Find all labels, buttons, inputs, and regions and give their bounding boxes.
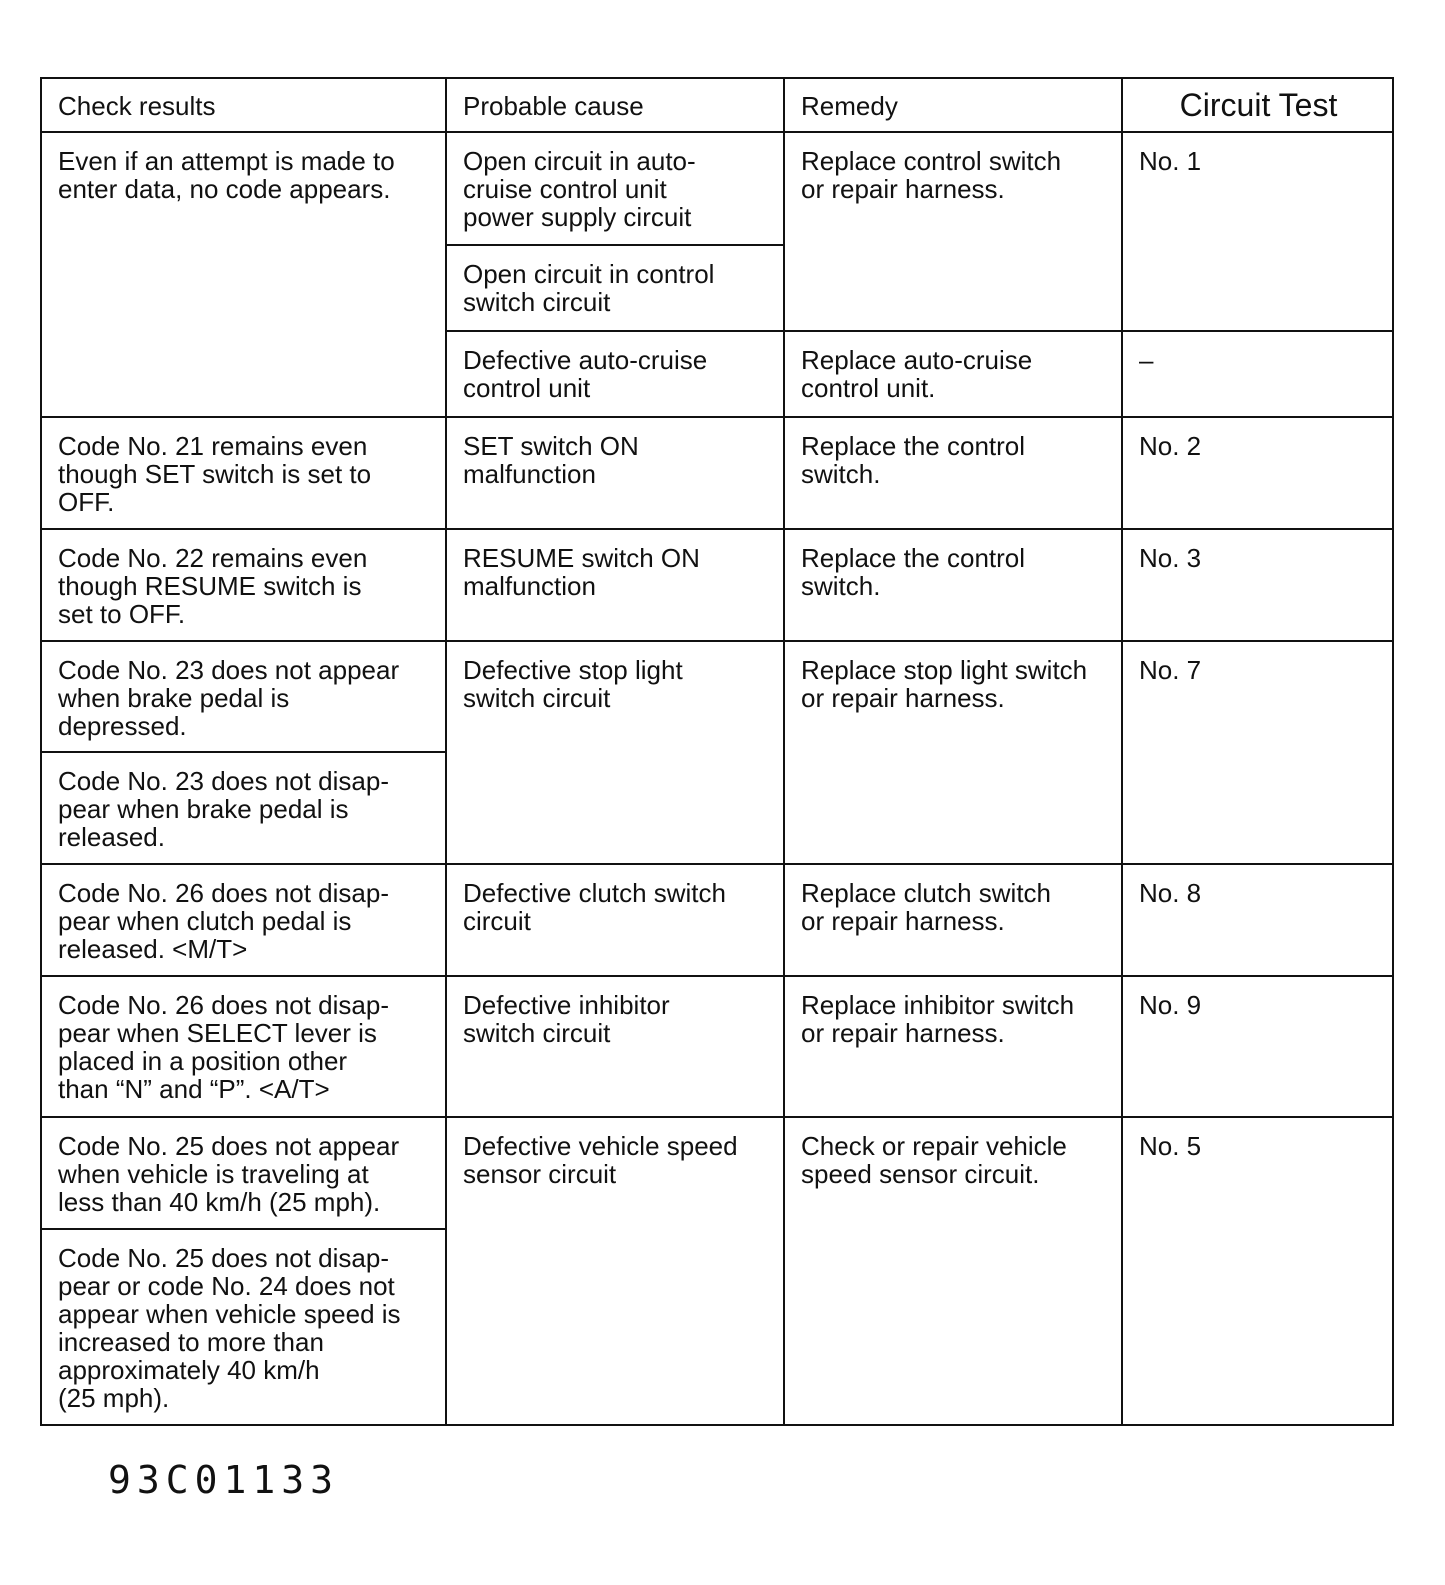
- check-result-cell: Code No. 23 does not disap- pear when brake pedal is released.: [41, 752, 446, 864]
- header-remedy: Remedy: [784, 78, 1122, 132]
- diagnosis-table: [40, 77, 1394, 1426]
- probable-cause-cell: Defective inhibitor switch circuit: [446, 976, 784, 1117]
- circuit-test-cell: No. 7: [1122, 641, 1393, 864]
- check-result-cell: Code No. 23 does not appear when brake pedal is depressed.: [41, 641, 446, 752]
- check-result-cell: Code No. 22 remains even though RESUME switch is set to OFF.: [41, 529, 446, 641]
- header-probable-cause: Probable cause: [446, 78, 784, 132]
- probable-cause-cell: Defective auto-cruise control unit: [446, 331, 784, 417]
- remedy-cell: Check or repair vehicle speed sensor circuit.: [784, 1117, 1122, 1425]
- table-row: [41, 1117, 1393, 1229]
- figure-id: 93C01133: [108, 1458, 340, 1502]
- table-row: [41, 529, 1393, 641]
- circuit-test-cell: No. 3: [1122, 529, 1393, 641]
- check-result-cell: Code No. 21 remains even though SET switch is set to OFF.: [41, 417, 446, 529]
- header-circuit-test: Circuit Test: [1122, 78, 1393, 132]
- remedy-cell: Replace stop light switch or repair harness.: [784, 641, 1122, 864]
- check-result-cell: Code No. 25 does not disap- pear or code No. 24 does not appear when vehicle speed is increased to more than approximately 40 km/h (25 mph).: [41, 1229, 446, 1425]
- circuit-test-cell: No. 2: [1122, 417, 1393, 529]
- header-row: [41, 78, 1393, 132]
- check-result-cell: Even if an attempt is made to enter data, no code appears.: [41, 132, 446, 417]
- table-row: [41, 976, 1393, 1117]
- probable-cause-cell: RESUME switch ON malfunction: [446, 529, 784, 641]
- check-result-cell: Code No. 25 does not appear when vehicle is traveling at less than 40 km/h (25 mph).: [41, 1117, 446, 1229]
- remedy-cell: Replace auto-cruise control unit.: [784, 331, 1122, 417]
- probable-cause-cell: Defective vehicle speed sensor circuit: [446, 1117, 784, 1425]
- probable-cause-cell: SET switch ON malfunction: [446, 417, 784, 529]
- remedy-cell: Replace clutch switch or repair harness.: [784, 864, 1122, 976]
- probable-cause-cell: Open circuit in auto- cruise control unit power supply circuit: [446, 132, 784, 245]
- header-check-results: Check results: [41, 78, 446, 132]
- check-result-cell: Code No. 26 does not disap- pear when clutch pedal is released. <M/T>: [41, 864, 446, 976]
- probable-cause-cell: Open circuit in control switch circuit: [446, 245, 784, 331]
- circuit-test-cell: –: [1122, 331, 1393, 417]
- table-row: [41, 417, 1393, 529]
- check-result-cell: Code No. 26 does not disap- pear when SELECT lever is placed in a position other than “N” and “P”. <A/T>: [41, 976, 446, 1117]
- remedy-cell: Replace control switch or repair harness.: [784, 132, 1122, 331]
- circuit-test-cell: No. 9: [1122, 976, 1393, 1117]
- table-row: [41, 864, 1393, 976]
- circuit-test-cell: No. 5: [1122, 1117, 1393, 1425]
- probable-cause-cell: Defective stop light switch circuit: [446, 641, 784, 864]
- probable-cause-cell: Defective clutch switch circuit: [446, 864, 784, 976]
- circuit-test-cell: No. 8: [1122, 864, 1393, 976]
- circuit-test-cell: No. 1: [1122, 132, 1393, 331]
- remedy-cell: Replace the control switch.: [784, 417, 1122, 529]
- remedy-cell: Replace the control switch.: [784, 529, 1122, 641]
- remedy-cell: Replace inhibitor switch or repair harness.: [784, 976, 1122, 1117]
- table-row: [41, 132, 1393, 245]
- table-row: [41, 641, 1393, 752]
